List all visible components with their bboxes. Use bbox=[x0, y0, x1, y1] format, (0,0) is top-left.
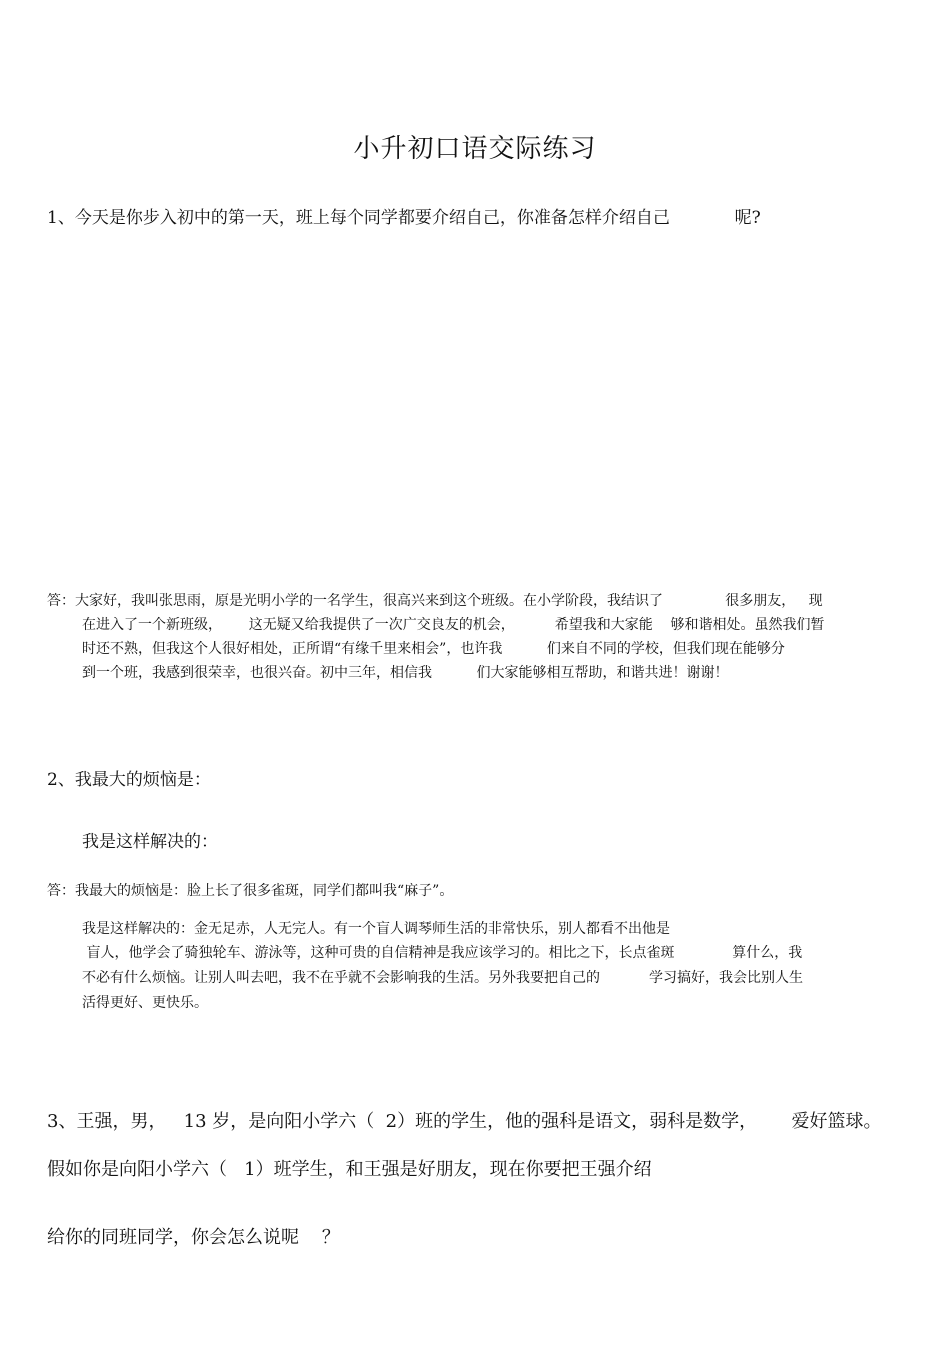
answer-2-line-2: 盲人，他学会了骑独轮车、游泳等，这种可贵的自信精神是我应该学习的。相比之下，长点雀斑 算什么，我 bbox=[82, 945, 803, 961]
answer-1-line-2: 在进入了一个新班级， 这无疑又给我提供了一次广交良友的机会， 希望我和大家能 够和谐相处。虽然我们暂 bbox=[82, 617, 825, 633]
answer-1-line-4: 到一个班，我感到很荣幸，也很兴奋。初中三年，相信我 们大家能够相互帮助，和谐共进！谢谢！ bbox=[82, 665, 729, 681]
question-3-line-1: 3、王强，男， 13 岁，是向阳小学六（ 2）班的学生，他的强科是语文，弱科是数学， 爱好篮球。 bbox=[47, 1111, 882, 1132]
answer-2-line-4: 活得更好、更快乐。 bbox=[82, 995, 208, 1011]
question-3-line-2: 假如你是向阳小学六（ 1）班学生，和王强是好朋友，现在你要把王强介绍 bbox=[47, 1159, 652, 1180]
page-title: 小升初口语交际练习 bbox=[353, 134, 597, 164]
answer-2-line-1: 我是这样解决的：金无足赤，人无完人。有一个盲人调琴师生活的非常快乐，别人都看不出他是 bbox=[82, 921, 670, 937]
question-1: 1、今天是你步入初中的第一天，班上每个同学都要介绍自己，你准备怎样介绍自己 呢? bbox=[47, 208, 761, 228]
answer-1-line-3: 时还不熟，但我这个人很好相处，正所谓“有缘千里来相会”，也许我 们来自不同的学校，但我们现在能够分 bbox=[82, 641, 785, 657]
answer-2-line-3: 不必有什么烦恼。让别人叫去吧，我不在乎就不会影响我的生活。另外我要把自己的 学习搞好，我会比别人生 bbox=[82, 970, 803, 986]
answer-1-line-1: 答：大家好，我叫张思雨，原是光明小学的一名学生，很高兴来到这个班级。在小学阶段，我结识了 很多朋友， 现 bbox=[47, 593, 823, 609]
question-3-line-3: 给你的同班同学，你会怎么说呢 ？ bbox=[47, 1227, 340, 1248]
question-2: 2、我最大的烦恼是： bbox=[47, 770, 211, 790]
answer-2-first-line: 答：我最大的烦恼是：脸上长了很多雀斑，同学们都叫我“麻子”。 bbox=[47, 883, 454, 899]
question-2-solve-label: 我是这样解决的： bbox=[82, 832, 218, 852]
